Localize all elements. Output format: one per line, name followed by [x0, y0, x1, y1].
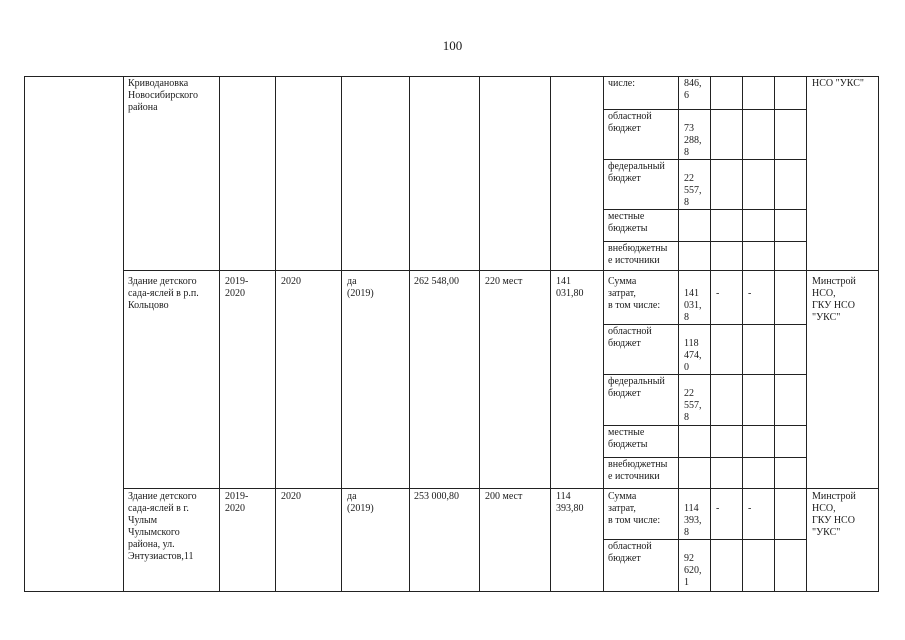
customer: Минстрой НСО, ГКУ НСО "УКС" [812, 491, 856, 538]
subrow-divider [603, 159, 806, 160]
dash: - [716, 288, 720, 299]
column-divider [550, 76, 551, 592]
cost-line-label: местные бюджеты [608, 211, 648, 234]
cost-line-label: внебюджетны е источники [608, 243, 668, 266]
cost-line-label: областной бюджет [608, 326, 652, 349]
design-documentation: да (2019) [347, 491, 374, 514]
dash: - [748, 288, 752, 299]
cost-line-value: 846, 6 [684, 78, 702, 101]
remaining-cost: 141 031,80 [556, 276, 584, 299]
subrow-divider [603, 324, 806, 325]
commissioning-year: 2020 [281, 276, 301, 287]
data-table [24, 76, 879, 592]
cost-line-label: внебюджетны е источники [608, 459, 668, 482]
column-divider [123, 76, 124, 592]
row-divider [123, 270, 879, 271]
customer: НСО "УКС" [812, 78, 864, 89]
column-divider [774, 76, 775, 592]
construction-period: 2019- 2020 [225, 491, 249, 514]
subrow-divider [603, 109, 806, 110]
cost-line-label: федеральный бюджет [608, 161, 665, 184]
column-divider [341, 76, 342, 592]
estimated-cost: 253 000,80 [414, 491, 459, 502]
cost-line-label: местные бюджеты [608, 427, 648, 450]
customer: Минстрой НСО, ГКУ НСО "УКС" [812, 276, 856, 323]
subrow-divider [603, 539, 806, 540]
object-name: Здание детского сада-яслей в р.п. Кольцово [128, 276, 199, 311]
estimated-cost: 262 548,00 [414, 276, 459, 287]
dash: - [748, 503, 752, 514]
cost-line-label: Сумма затрат, в том числе: [608, 276, 661, 311]
cost-line-value: 118 474, 0 [684, 338, 702, 373]
page-number: 100 [442, 38, 463, 53]
column-divider [409, 76, 410, 592]
subrow-divider [603, 425, 806, 426]
remaining-cost: 114 393,80 [556, 491, 584, 514]
cost-line-value: 73 288, 8 [684, 123, 702, 158]
column-divider [806, 76, 807, 592]
subrow-divider [603, 457, 806, 458]
cost-line-value: 92 620, 1 [684, 553, 702, 588]
row-divider [123, 488, 879, 489]
column-divider [479, 76, 480, 592]
capacity: 200 мест [485, 491, 523, 502]
construction-period: 2019- 2020 [225, 276, 249, 299]
column-divider [275, 76, 276, 592]
cost-line-label: Сумма затрат, в том числе: [608, 491, 661, 526]
cost-line-value: 22 557, 8 [684, 388, 702, 423]
cost-line-value: 22 557, 8 [684, 173, 702, 208]
column-divider [742, 76, 743, 592]
cost-line-label: числе: [608, 78, 636, 89]
cost-line-label: областной бюджет [608, 111, 652, 134]
cost-line-value: 114 393, 8 [684, 503, 702, 538]
subrow-divider [603, 374, 806, 375]
commissioning-year: 2020 [281, 491, 301, 502]
cost-line-value: 141 031, 8 [684, 288, 702, 323]
subrow-divider [603, 241, 806, 242]
object-name: Криводановка Новосибирского района [128, 78, 198, 113]
subrow-divider [603, 209, 806, 210]
column-divider [603, 76, 604, 592]
cost-line-label: областной бюджет [608, 541, 652, 564]
object-name: Здание детского сада-яслей в г. Чулым Чулымского района, ул. Энтузиастов,11 [128, 491, 197, 562]
cost-line-label: федеральный бюджет [608, 376, 665, 399]
capacity: 220 мест [485, 276, 523, 287]
dash: - [716, 503, 720, 514]
design-documentation: да (2019) [347, 276, 374, 299]
column-divider [678, 76, 679, 592]
